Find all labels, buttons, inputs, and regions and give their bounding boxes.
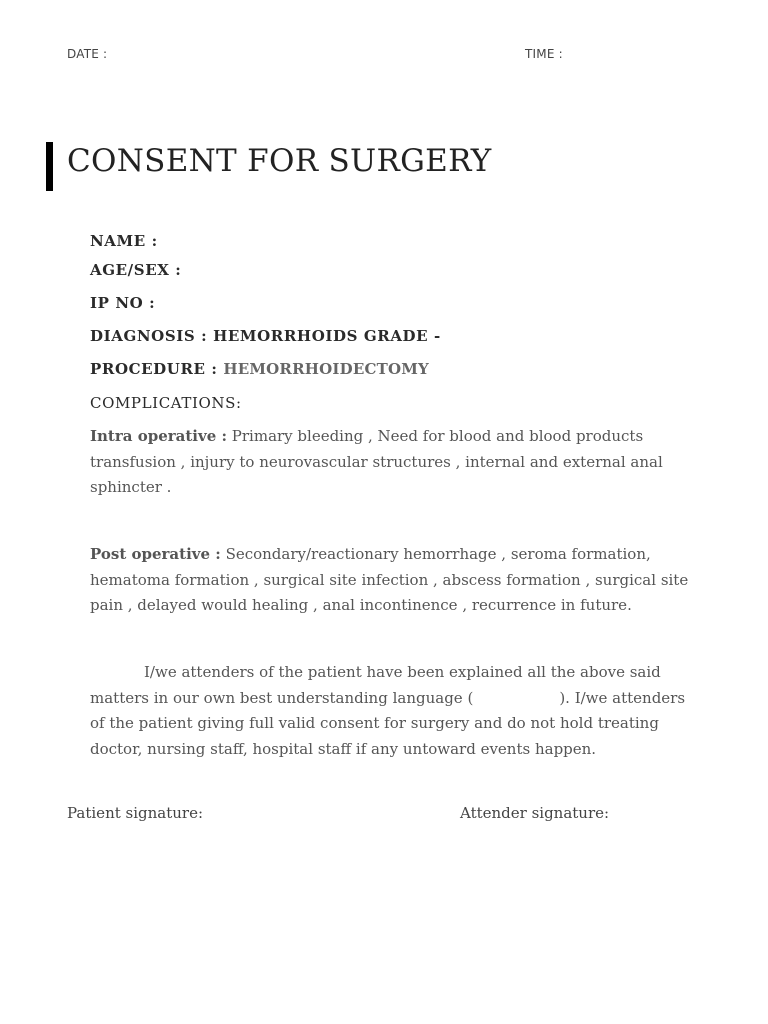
declaration-text-part2: ). I/we attenders of the patient giving full valid consent for surgery and do not hold treating doctor, nursing staff, hospital staff if any untoward events happen. (90, 688, 686, 758)
procedure-label: PROCEDURE : (90, 360, 218, 378)
intra-operative-label: Intra operative : (90, 427, 227, 445)
declaration-text-part1: I/we attenders of the patient have been explained all the above said matters in our own best understanding language ( (90, 663, 661, 707)
intra-operative-paragraph (90, 424, 700, 501)
patient-signature-label: Patient signature: (67, 804, 204, 822)
time-label: TIME : (525, 47, 563, 61)
declaration-paragraph (90, 660, 700, 762)
post-operative-paragraph (90, 542, 700, 619)
page-title: CONSENT FOR SURGERY (67, 143, 492, 179)
post-operative-label: Post operative : (90, 545, 221, 563)
procedure-field (90, 360, 429, 378)
procedure-value: HEMORRHOIDECTOMY (223, 360, 429, 378)
age-sex-field: AGE/SEX : (90, 261, 182, 279)
ip-no-field: IP NO : (90, 294, 156, 312)
date-label: DATE : (67, 47, 108, 61)
diagnosis-field: DIAGNOSIS : HEMORRHOIDS GRADE - (90, 327, 441, 345)
post-operative-text: Secondary/reactionary hemorrhage , seroma formation, hematoma formation , surgical site infection , abscess formation , surgical site pain , delayed would healing , anal incontinence , recurrence in future. (90, 545, 689, 614)
complications-heading: COMPLICATIONS: (90, 394, 242, 412)
title-accent-bar (46, 142, 53, 191)
name-field: NAME : (90, 232, 158, 250)
attender-signature-label: Attender signature: (460, 804, 610, 822)
intra-operative-text: Primary bleeding , Need for blood and blood products transfusion , injury to neurovascular structures , internal and external anal sphincter . (90, 427, 663, 496)
